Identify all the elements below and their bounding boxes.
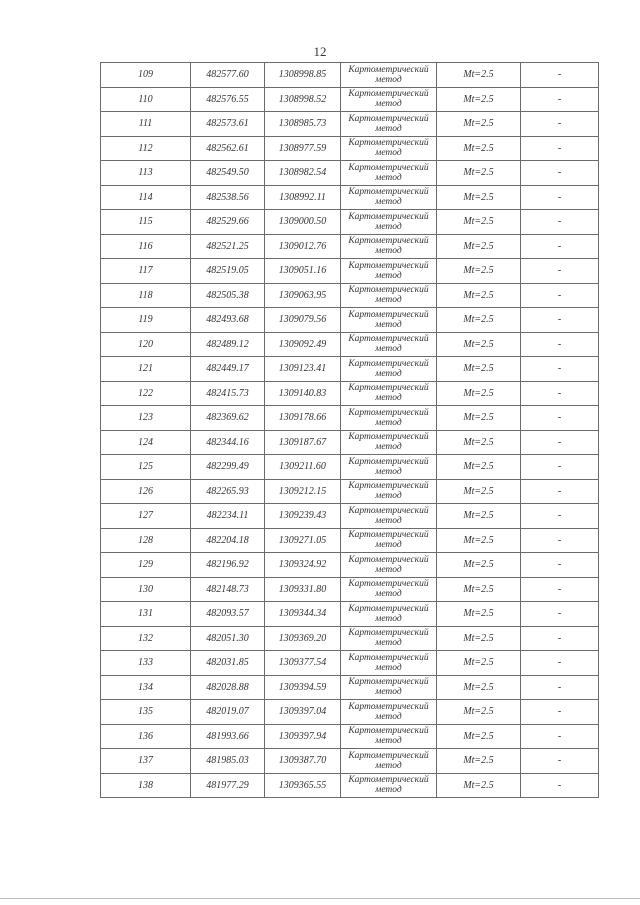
- x-coordinate-cell: 482562.61: [191, 136, 265, 161]
- method-cell: Картометрический метод: [341, 528, 437, 553]
- point-number-cell: 114: [101, 185, 191, 210]
- method-cell: Картометрический метод: [341, 332, 437, 357]
- x-coordinate-cell: 482019.07: [191, 700, 265, 725]
- x-coordinate-cell: 482344.16: [191, 430, 265, 455]
- x-coordinate-cell: 482521.25: [191, 234, 265, 259]
- x-coordinate-cell: 482573.61: [191, 112, 265, 137]
- y-coordinate-cell: 1309331.80: [265, 577, 341, 602]
- accuracy-cell: Mt=2.5: [437, 773, 521, 798]
- page-bottom-divider: [0, 898, 640, 899]
- method-cell: Картометрический метод: [341, 577, 437, 602]
- method-cell: Картометрический метод: [341, 210, 437, 235]
- page-number: 12: [313, 44, 327, 59]
- accuracy-cell: Mt=2.5: [437, 332, 521, 357]
- point-number-cell: 121: [101, 357, 191, 382]
- table-row: [101, 626, 599, 651]
- method-cell: Картометрический метод: [341, 63, 437, 88]
- y-coordinate-cell: 1308977.59: [265, 136, 341, 161]
- x-coordinate-cell: 482415.73: [191, 381, 265, 406]
- note-cell: -: [521, 332, 599, 357]
- table-row: [101, 700, 599, 725]
- table-row: [101, 651, 599, 676]
- accuracy-cell: Mt=2.5: [437, 381, 521, 406]
- note-cell: -: [521, 504, 599, 529]
- y-coordinate-cell: 1309212.15: [265, 479, 341, 504]
- point-number-cell: 138: [101, 773, 191, 798]
- table-row: [101, 185, 599, 210]
- y-coordinate-cell: 1309140.83: [265, 381, 341, 406]
- method-cell: Картометрический метод: [341, 724, 437, 749]
- point-number-cell: 135: [101, 700, 191, 725]
- coordinates-table: [100, 62, 599, 798]
- y-coordinate-cell: 1308998.52: [265, 87, 341, 112]
- x-coordinate-cell: 482489.12: [191, 332, 265, 357]
- y-coordinate-cell: 1309377.54: [265, 651, 341, 676]
- y-coordinate-cell: 1309344.34: [265, 602, 341, 627]
- table-row: [101, 357, 599, 382]
- accuracy-cell: Mt=2.5: [437, 504, 521, 529]
- accuracy-cell: Mt=2.5: [437, 259, 521, 284]
- accuracy-cell: Mt=2.5: [437, 357, 521, 382]
- point-number-cell: 124: [101, 430, 191, 455]
- table-row: [101, 749, 599, 774]
- note-cell: -: [521, 308, 599, 333]
- note-cell: -: [521, 651, 599, 676]
- method-cell: Картометрический метод: [341, 553, 437, 578]
- accuracy-cell: Mt=2.5: [437, 283, 521, 308]
- point-number-cell: 136: [101, 724, 191, 749]
- coordinates-table-body: [101, 63, 599, 798]
- accuracy-cell: Mt=2.5: [437, 577, 521, 602]
- note-cell: -: [521, 63, 599, 88]
- accuracy-cell: Mt=2.5: [437, 136, 521, 161]
- accuracy-cell: Mt=2.5: [437, 700, 521, 725]
- table-row: [101, 479, 599, 504]
- y-coordinate-cell: 1309178.66: [265, 406, 341, 431]
- table-row: [101, 577, 599, 602]
- accuracy-cell: Mt=2.5: [437, 161, 521, 186]
- y-coordinate-cell: 1308992.11: [265, 185, 341, 210]
- note-cell: -: [521, 675, 599, 700]
- note-cell: -: [521, 210, 599, 235]
- table-row: [101, 63, 599, 88]
- point-number-cell: 137: [101, 749, 191, 774]
- method-cell: Картометрический метод: [341, 626, 437, 651]
- accuracy-cell: Mt=2.5: [437, 626, 521, 651]
- table-row: [101, 308, 599, 333]
- y-coordinate-cell: 1309051.16: [265, 259, 341, 284]
- point-number-cell: 119: [101, 308, 191, 333]
- x-coordinate-cell: 482519.05: [191, 259, 265, 284]
- accuracy-cell: Mt=2.5: [437, 234, 521, 259]
- accuracy-cell: Mt=2.5: [437, 528, 521, 553]
- accuracy-cell: Mt=2.5: [437, 185, 521, 210]
- accuracy-cell: Mt=2.5: [437, 112, 521, 137]
- method-cell: Картометрический метод: [341, 773, 437, 798]
- note-cell: -: [521, 283, 599, 308]
- y-coordinate-cell: 1308982.54: [265, 161, 341, 186]
- x-coordinate-cell: 481985.03: [191, 749, 265, 774]
- note-cell: -: [521, 553, 599, 578]
- table-row: [101, 430, 599, 455]
- y-coordinate-cell: 1309063.95: [265, 283, 341, 308]
- note-cell: -: [521, 455, 599, 480]
- method-cell: Картометрический метод: [341, 283, 437, 308]
- accuracy-cell: Mt=2.5: [437, 430, 521, 455]
- y-coordinate-cell: 1309324.92: [265, 553, 341, 578]
- accuracy-cell: Mt=2.5: [437, 724, 521, 749]
- y-coordinate-cell: 1309387.70: [265, 749, 341, 774]
- x-coordinate-cell: 482449.17: [191, 357, 265, 382]
- method-cell: Картометрический метод: [341, 651, 437, 676]
- accuracy-cell: Mt=2.5: [437, 308, 521, 333]
- x-coordinate-cell: 482529.66: [191, 210, 265, 235]
- method-cell: Картометрический метод: [341, 504, 437, 529]
- x-coordinate-cell: 482031.85: [191, 651, 265, 676]
- x-coordinate-cell: 482093.57: [191, 602, 265, 627]
- y-coordinate-cell: 1308998.85: [265, 63, 341, 88]
- method-cell: Картометрический метод: [341, 357, 437, 382]
- y-coordinate-cell: 1309239.43: [265, 504, 341, 529]
- point-number-cell: 134: [101, 675, 191, 700]
- y-coordinate-cell: 1308985.73: [265, 112, 341, 137]
- note-cell: -: [521, 234, 599, 259]
- accuracy-cell: Mt=2.5: [437, 602, 521, 627]
- point-number-cell: 131: [101, 602, 191, 627]
- method-cell: Картометрический метод: [341, 406, 437, 431]
- x-coordinate-cell: 481977.29: [191, 773, 265, 798]
- method-cell: Картометрический метод: [341, 234, 437, 259]
- x-coordinate-cell: 481993.66: [191, 724, 265, 749]
- method-cell: Картометрический метод: [341, 675, 437, 700]
- x-coordinate-cell: 482505.38: [191, 283, 265, 308]
- method-cell: Картометрический метод: [341, 700, 437, 725]
- y-coordinate-cell: 1309397.94: [265, 724, 341, 749]
- note-cell: -: [521, 259, 599, 284]
- table-row: [101, 161, 599, 186]
- point-number-cell: 123: [101, 406, 191, 431]
- method-cell: Картометрический метод: [341, 430, 437, 455]
- point-number-cell: 133: [101, 651, 191, 676]
- note-cell: -: [521, 112, 599, 137]
- table-row: [101, 504, 599, 529]
- point-number-cell: 111: [101, 112, 191, 137]
- x-coordinate-cell: 482538.56: [191, 185, 265, 210]
- table-row: [101, 406, 599, 431]
- x-coordinate-cell: 482576.55: [191, 87, 265, 112]
- note-cell: -: [521, 700, 599, 725]
- method-cell: Картометрический метод: [341, 749, 437, 774]
- x-coordinate-cell: 482204.18: [191, 528, 265, 553]
- accuracy-cell: Mt=2.5: [437, 63, 521, 88]
- note-cell: -: [521, 749, 599, 774]
- note-cell: -: [521, 602, 599, 627]
- table-row: [101, 332, 599, 357]
- note-cell: -: [521, 528, 599, 553]
- accuracy-cell: Mt=2.5: [437, 651, 521, 676]
- x-coordinate-cell: 482051.30: [191, 626, 265, 651]
- method-cell: Картометрический метод: [341, 455, 437, 480]
- note-cell: -: [521, 724, 599, 749]
- point-number-cell: 112: [101, 136, 191, 161]
- point-number-cell: 126: [101, 479, 191, 504]
- table-row: [101, 675, 599, 700]
- y-coordinate-cell: 1309211.60: [265, 455, 341, 480]
- table-row: [101, 112, 599, 137]
- method-cell: Картометрический метод: [341, 185, 437, 210]
- accuracy-cell: Mt=2.5: [437, 87, 521, 112]
- point-number-cell: 117: [101, 259, 191, 284]
- method-cell: Картометрический метод: [341, 136, 437, 161]
- table-row: [101, 136, 599, 161]
- x-coordinate-cell: 482493.68: [191, 308, 265, 333]
- accuracy-cell: Mt=2.5: [437, 406, 521, 431]
- accuracy-cell: Mt=2.5: [437, 479, 521, 504]
- table-row: [101, 234, 599, 259]
- table-row: [101, 210, 599, 235]
- point-number-cell: 116: [101, 234, 191, 259]
- y-coordinate-cell: 1309000.50: [265, 210, 341, 235]
- note-cell: -: [521, 430, 599, 455]
- method-cell: Картометрический метод: [341, 161, 437, 186]
- point-number-cell: 115: [101, 210, 191, 235]
- point-number-cell: 127: [101, 504, 191, 529]
- table-row: [101, 602, 599, 627]
- y-coordinate-cell: 1309123.41: [265, 357, 341, 382]
- note-cell: -: [521, 626, 599, 651]
- note-cell: -: [521, 381, 599, 406]
- point-number-cell: 113: [101, 161, 191, 186]
- method-cell: Картометрический метод: [341, 112, 437, 137]
- point-number-cell: 130: [101, 577, 191, 602]
- accuracy-cell: Mt=2.5: [437, 553, 521, 578]
- x-coordinate-cell: 482369.62: [191, 406, 265, 431]
- table-row: [101, 283, 599, 308]
- note-cell: -: [521, 136, 599, 161]
- table-row: [101, 259, 599, 284]
- note-cell: -: [521, 773, 599, 798]
- y-coordinate-cell: 1309397.04: [265, 700, 341, 725]
- method-cell: Картометрический метод: [341, 259, 437, 284]
- y-coordinate-cell: 1309394.59: [265, 675, 341, 700]
- accuracy-cell: Mt=2.5: [437, 749, 521, 774]
- note-cell: -: [521, 185, 599, 210]
- point-number-cell: 110: [101, 87, 191, 112]
- y-coordinate-cell: 1309092.49: [265, 332, 341, 357]
- accuracy-cell: Mt=2.5: [437, 455, 521, 480]
- note-cell: -: [521, 406, 599, 431]
- y-coordinate-cell: 1309079.56: [265, 308, 341, 333]
- y-coordinate-cell: 1309187.67: [265, 430, 341, 455]
- point-number-cell: 109: [101, 63, 191, 88]
- table-row: [101, 724, 599, 749]
- accuracy-cell: Mt=2.5: [437, 675, 521, 700]
- x-coordinate-cell: 482299.49: [191, 455, 265, 480]
- table-row: [101, 87, 599, 112]
- point-number-cell: 122: [101, 381, 191, 406]
- table-row: [101, 773, 599, 798]
- note-cell: -: [521, 87, 599, 112]
- x-coordinate-cell: 482028.88: [191, 675, 265, 700]
- method-cell: Картометрический метод: [341, 381, 437, 406]
- point-number-cell: 128: [101, 528, 191, 553]
- method-cell: Картометрический метод: [341, 602, 437, 627]
- y-coordinate-cell: 1309271.05: [265, 528, 341, 553]
- method-cell: Картометрический метод: [341, 308, 437, 333]
- y-coordinate-cell: 1309369.20: [265, 626, 341, 651]
- point-number-cell: 120: [101, 332, 191, 357]
- note-cell: -: [521, 357, 599, 382]
- method-cell: Картометрический метод: [341, 87, 437, 112]
- x-coordinate-cell: 482265.93: [191, 479, 265, 504]
- note-cell: -: [521, 161, 599, 186]
- table-row: [101, 381, 599, 406]
- y-coordinate-cell: 1309012.76: [265, 234, 341, 259]
- point-number-cell: 132: [101, 626, 191, 651]
- method-cell: Картометрический метод: [341, 479, 437, 504]
- table-row: [101, 528, 599, 553]
- point-number-cell: 118: [101, 283, 191, 308]
- x-coordinate-cell: 482577.60: [191, 63, 265, 88]
- y-coordinate-cell: 1309365.55: [265, 773, 341, 798]
- x-coordinate-cell: 482148.73: [191, 577, 265, 602]
- x-coordinate-cell: 482234.11: [191, 504, 265, 529]
- point-number-cell: 125: [101, 455, 191, 480]
- note-cell: -: [521, 577, 599, 602]
- table-row: [101, 553, 599, 578]
- x-coordinate-cell: 482196.92: [191, 553, 265, 578]
- note-cell: -: [521, 479, 599, 504]
- table-row: [101, 455, 599, 480]
- accuracy-cell: Mt=2.5: [437, 210, 521, 235]
- x-coordinate-cell: 482549.50: [191, 161, 265, 186]
- point-number-cell: 129: [101, 553, 191, 578]
